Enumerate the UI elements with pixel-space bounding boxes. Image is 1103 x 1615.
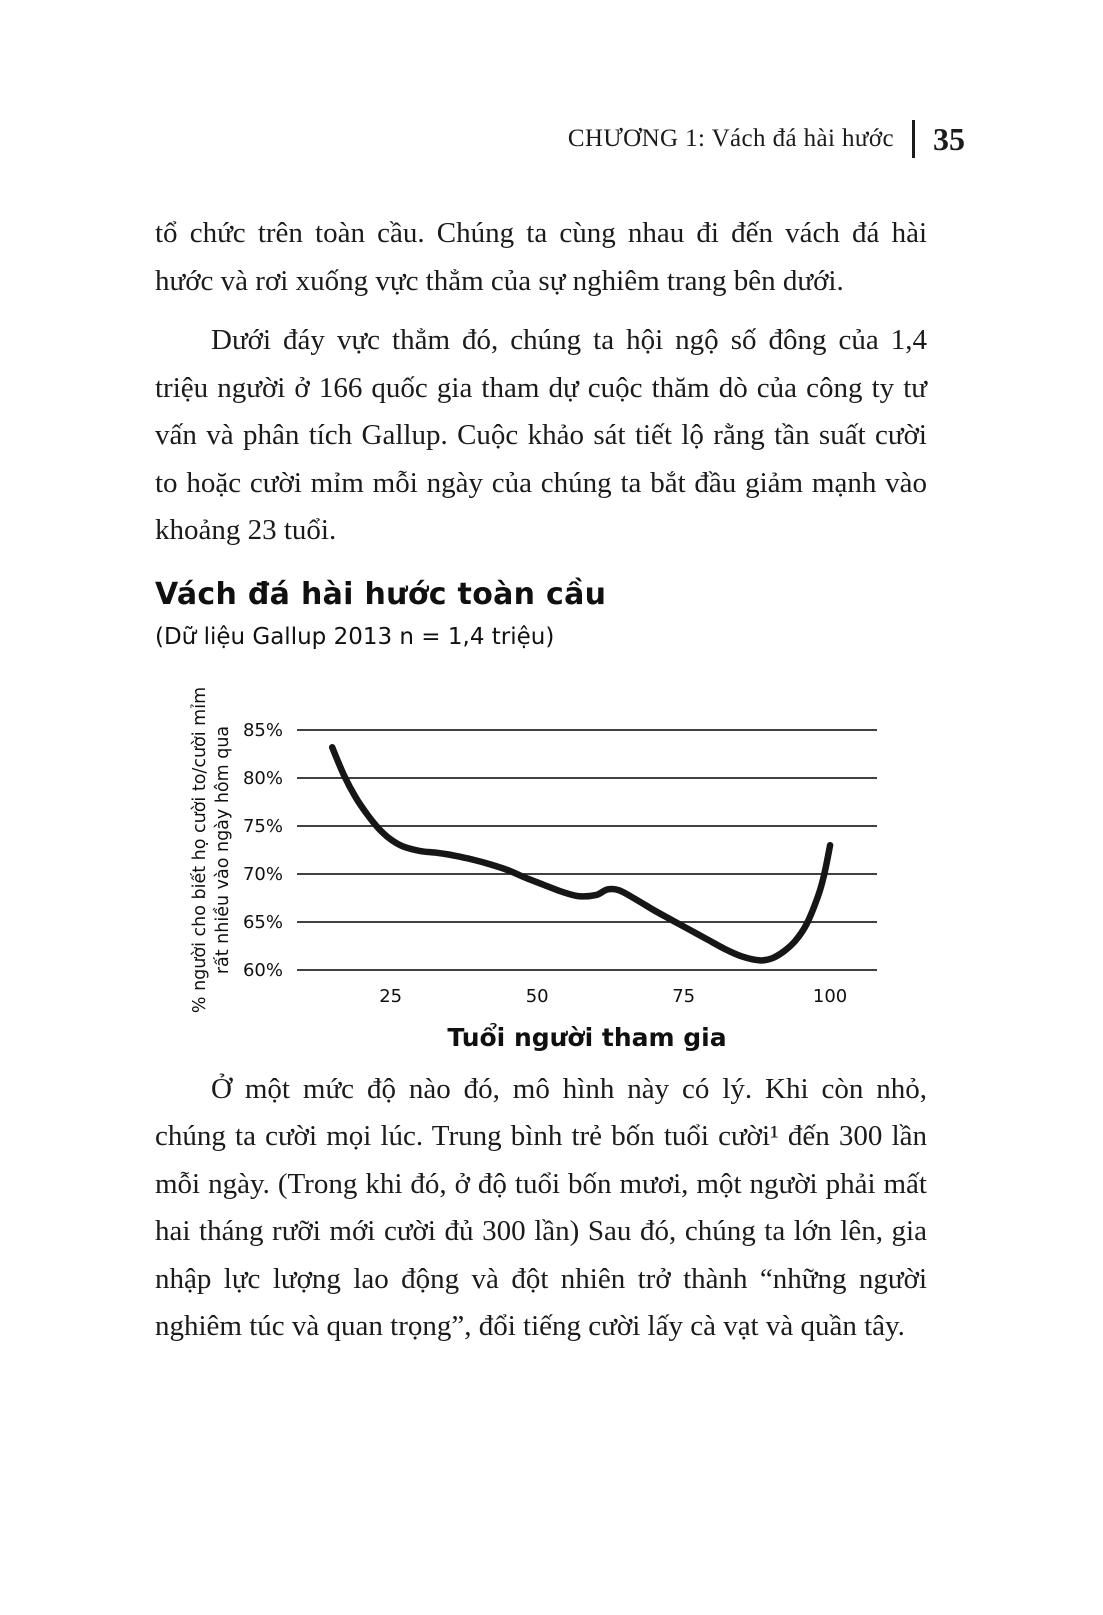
page-content [155, 210, 927, 1363]
y-tick-label: 70% [242, 863, 283, 885]
y-tick-label: 65% [242, 911, 283, 933]
page-header [568, 120, 965, 158]
y-tick-label: 85% [242, 719, 283, 741]
x-tick-label: 50 [525, 985, 549, 1007]
header-divider [912, 120, 915, 158]
y-tick-label: 60% [242, 959, 283, 981]
x-axis-label: Tuổi người tham gia [447, 1022, 727, 1052]
x-tick-label: 100 [812, 985, 848, 1007]
x-tick-label: 25 [379, 985, 403, 1007]
body-paragraph: Dưới đáy vực thẳm đó, chúng ta hội ngộ số đông của 1,4 triệu người ở 166 quốc gia tham dự cuộc thăm dò của công ty tư vấn và phân tích Gallup. Cuộc khảo sát tiết lộ rằng tần suất cười to hoặc cười mỉm mỗi ngày của chúng ta bắt đầu giảm mạnh vào khoảng 23 tuổi. [155, 324, 927, 546]
humor-cliff-line-chart [185, 660, 897, 1062]
x-tick-label: 75 [672, 985, 696, 1007]
page-number: 35 [933, 120, 965, 157]
data-line [332, 747, 830, 960]
y-tick-label: 80% [242, 767, 283, 789]
chapter-heading: CHƯƠNG 1: Vách đá hài hước [567, 125, 894, 152]
y-tick-label: 75% [242, 815, 283, 837]
chart-subtitle: (Dữ liệu Gallup 2013 n = 1,4 triệu) [155, 623, 555, 650]
body-paragraph: Ở một mức độ nào đó, mô hình này có lý. Khi còn nhỏ, chúng ta cười mọi lúc. Trung bình trẻ bốn tuổi cười¹ đến 300 lần mỗi ngày. (Trong khi đó, ở độ tuổi bốn mươi, một người phải mất hai tháng rưỡi mới cười đủ 300 lần) Sau đó, chúng ta lớn lên, gia nhập lực lượng lao động và đột nhiên trở thành “những người nghiêm túc và quan trọng”, đổi tiếng cười lấy cà vạt và quần tây. [155, 1072, 927, 1342]
y-axis-label: % người cho biết họ cười to/cười mỉm rất nhiều vào ngày hôm qua [190, 686, 233, 1013]
chart-title: Vách đá hài hước toàn cầu [155, 576, 607, 612]
chart-block [155, 577, 927, 1066]
body-paragraph: tổ chức trên toàn cầu. Chúng ta cùng nhau đi đến vách đá hài hước và rơi xuống vực thẳm của sự nghiêm trang bên dưới. [155, 217, 927, 297]
chart-svg-wrap [185, 660, 927, 1066]
